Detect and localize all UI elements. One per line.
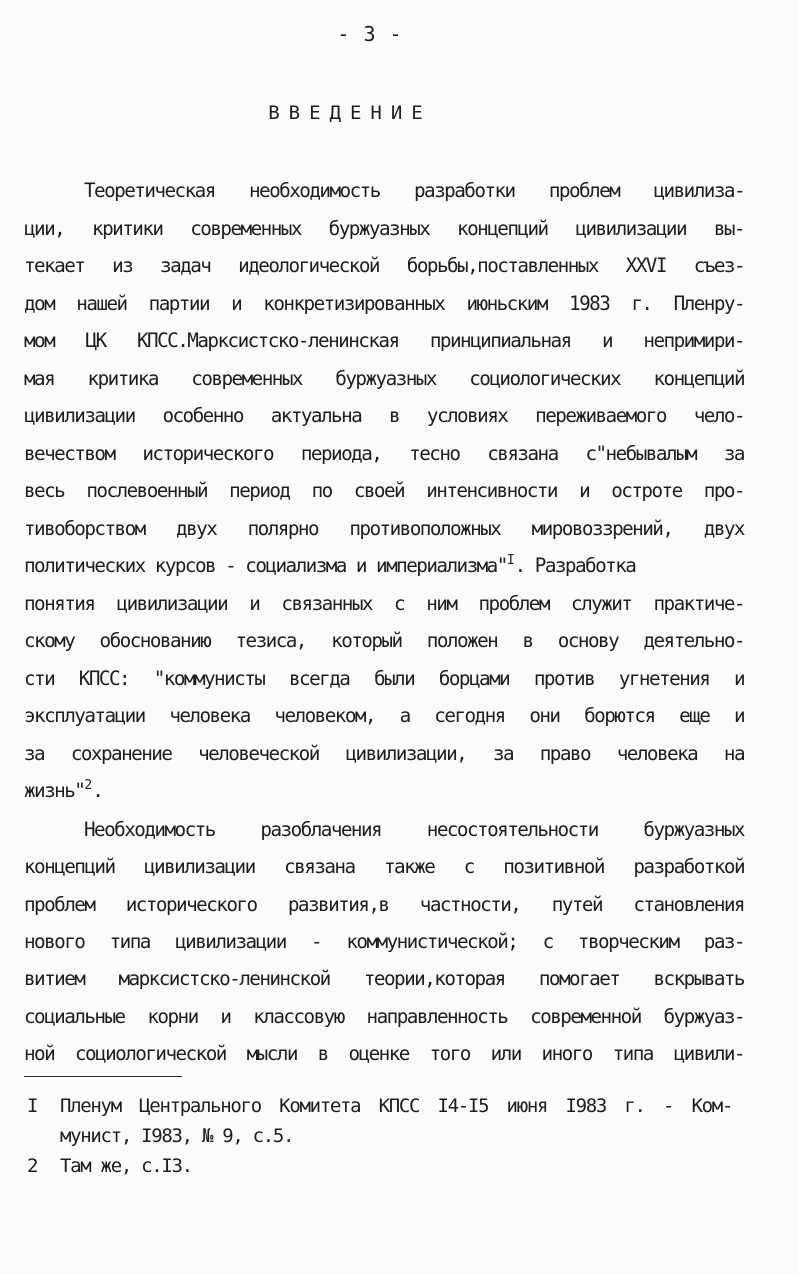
text-line: витием марксистско-ленинской теории,которая помогает вскрывать (24, 967, 744, 990)
footnote-number: I (27, 1095, 39, 1117)
text-line: тивоборством двух полярно противоположных мировоззрений, двух (24, 517, 744, 540)
text-line-part: . Разработка (514, 554, 636, 577)
text-line: за сохранение человеческой цивилизации, за право человека на (24, 742, 744, 765)
text-line: дом нашей партии и конкретизированных июньским 1983 г. Пленру- (24, 292, 744, 315)
text-line (24, 551, 744, 581)
footnote-line: Пленум Центрального Комитета КПСС I4-I5 июня I983 г. - Ком- (60, 1095, 732, 1117)
page-heading: ВВЕДЕНИЕ (268, 102, 432, 124)
text-line: скому обоснованию тезиса, который положен в основу деятельно- (24, 629, 744, 652)
footnote-number: 2 (27, 1155, 39, 1177)
text-line: вечеством исторического периода, тесно связана с"небывалым за (24, 442, 744, 465)
footnote-ref-2: 2 (84, 778, 93, 793)
text-line: мая критика современных буржуазных социологических концепций (24, 367, 744, 390)
footnote-line: Там же, с.I3. (60, 1155, 192, 1177)
text-line: нового типа цивилизации - коммунистической; с творческим раз- (24, 930, 744, 953)
text-line: Теоретическая необходимость разработки проблем цивилиза- (84, 179, 744, 202)
footnote-divider (24, 1076, 182, 1077)
text-line: проблем исторического развития,в частности, путей становления (24, 893, 744, 916)
text-line: ной социологической мысли в оценке того или иного типа цивили- (24, 1042, 744, 1065)
text-line-part: жизнь" (24, 779, 85, 802)
text-line: понятия цивилизации и связанных с ним проблем служит практиче- (24, 592, 744, 615)
text-line: эксплуатации человека человеком, а сегодня они борются еще и (24, 704, 744, 727)
text-line: социальные корни и классовую направленность современной буржуаз- (24, 1005, 744, 1028)
text-line: весь послевоенный период по своей интенсивности и остроте про- (24, 479, 744, 502)
text-line: текает из задач идеологической борьбы,поставленных XXVI съез- (24, 254, 744, 277)
text-line: концепций цивилизации связана также с позитивной разработкой (24, 855, 744, 878)
text-line: сти КПСС: "коммунисты всегда были борцами против угнетения и (24, 667, 744, 690)
text-line-part: . (92, 779, 103, 802)
page-number: - 3 - (337, 22, 403, 46)
text-line-part: политических курсов - социализма и империализма" (24, 554, 507, 577)
text-line: мом ЦК КПСС.Марксистско-ленинская принципиальная и непримири- (24, 329, 744, 352)
text-line: ции, критики современных буржуазных концепций цивилизации вы- (24, 217, 744, 240)
text-line (24, 776, 744, 806)
footnote-ref-1: I (506, 553, 515, 568)
text-line: цивилизации особенно актуальна в условиях переживаемого чело- (24, 404, 744, 427)
text-line: Необходимость разоблачения несостоятельности буржуазных (84, 818, 744, 841)
footnote-line: мунист, I983, № 9, с.5. (60, 1125, 294, 1147)
